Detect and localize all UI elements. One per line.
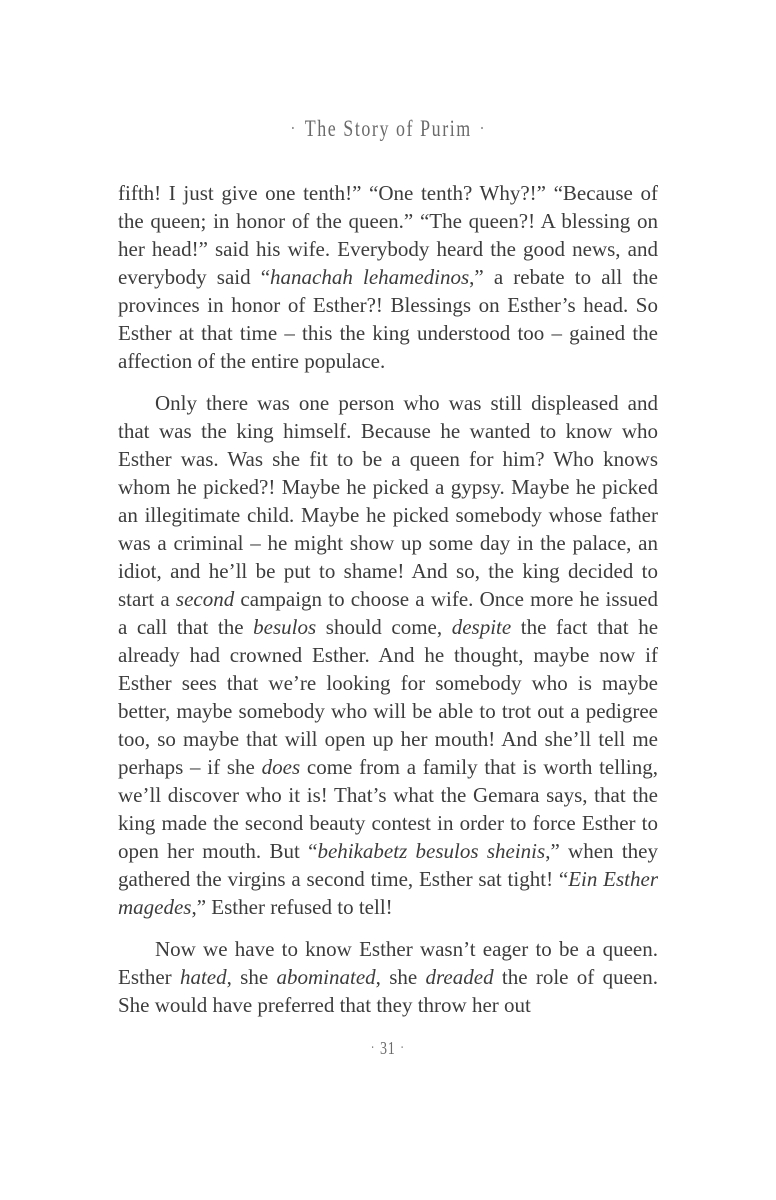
text-segment: the role of queen. She would have preferred that they throw her out [118,965,659,1017]
text-segment: campaign to choose a wife. Once more he issued a call that the [118,587,658,639]
text-segment: come from a family that is worth telling, we’ll discover who it is! That’s what the Gemara says, that the king made the second beauty contest in order to force Esther to open her mouth. But “ [118,755,658,863]
italic-text-segment: second [175,587,235,611]
header-ornament-left: · [290,118,297,138]
italic-text-segment: hated [179,965,227,989]
page-number: 31 [380,1038,396,1058]
paragraph [118,389,658,921]
italic-text-segment: dreaded [425,965,494,989]
italic-text-segment: Ein Esther magedes [118,867,658,919]
text-segment: ,” when they gathered the virgins a second time, Esther sat tight! “ [118,839,659,891]
header-ornament-right: · [479,118,486,138]
text-segment: , she [375,965,426,989]
page-footer [0,1038,776,1059]
footer-ornament-right: · [400,1040,406,1056]
chapter-title: The Story of Purim [304,116,472,141]
italic-text-segment: hanachah lehamedinos [270,265,470,289]
page-footer-text [366,1038,409,1059]
italic-text-segment: abominated [276,965,376,989]
text-segment: fifth! I just give one tenth!” “One tenth? Why?!” “Because of the queen; in honor of the queen.” “The queen?! A blessing on her head!” said his wife. Everybody heard the good news, and everybody said “ [118,181,658,289]
text-segment: , she [226,965,277,989]
italic-text-segment: besulos [253,615,317,639]
paragraph [118,179,658,375]
running-header [0,116,776,142]
text-segment: should come, [316,615,452,639]
italic-text-segment: despite [451,615,512,639]
text-segment: Only there was one person who was still displeased and that was the king himself. Because he wanted to know who Esther was. Was she fit to be a queen for him? Who knows whom he picked?! Maybe he picked a gypsy. Maybe he picked an illegitimate child. Maybe he picked somebody whose father was a criminal – he might show up some day in the palace, an idiot, and he’ll be put to shame! And so, the king decided to start a [118,391,658,611]
text-segment: Now we have to know Esther wasn’t eager to be a queen. Esther [118,937,658,989]
text-segment: ,” a rebate to all the provinces in honor of Esther?! Blessings on Esther’s head. So Esther at that time – this the king understood too – gained the affection of the entire populace. [118,265,658,373]
running-header-text [283,116,494,142]
footer-ornament-left: · [370,1040,376,1056]
italic-text-segment: behikabetz besulos sheinis [317,839,546,863]
text-segment: ,” Esther refused to tell! [191,895,393,919]
text-segment: the fact that he already had crowned Esther. And he thought, maybe now if Esther sees that we’re looking for somebody who is maybe better, maybe somebody who will be able to trot out a pedigree too, so maybe that will open up her mouth! And she’ll tell me perhaps – if she [118,615,659,779]
page-body [118,179,658,1033]
paragraph [118,935,658,1019]
italic-text-segment: does [261,755,301,779]
